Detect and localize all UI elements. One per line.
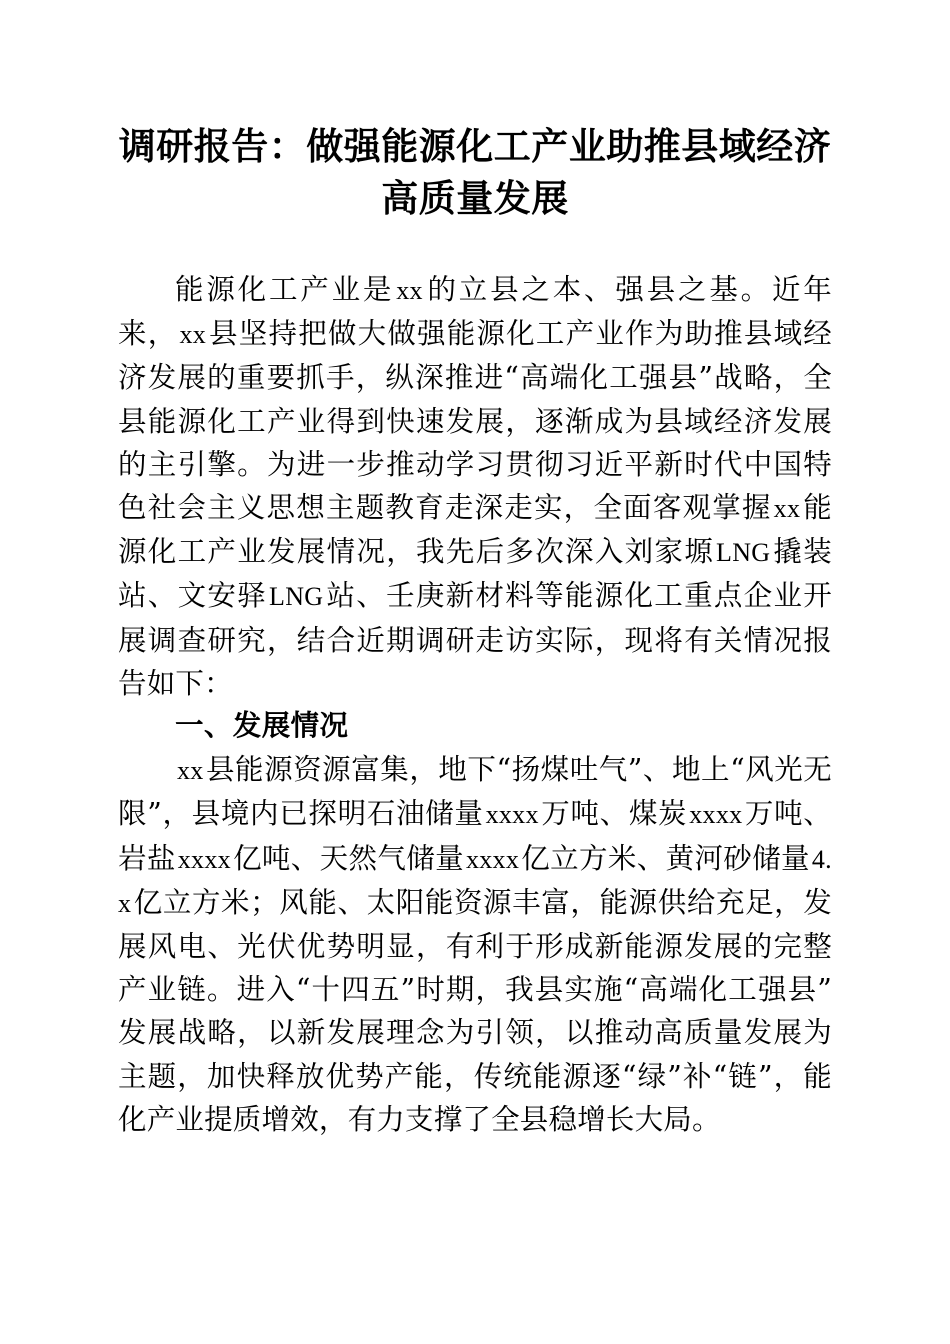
section-heading-development-situation: 一、发展情况 — [175, 710, 349, 743]
latin-run: LNG — [716, 538, 771, 568]
body-paragraph-1: 能源化工产业是xx的立县之本、强县之基。近年来，xx县坚持把做大做强能源化工产业作为助推县域经济发展的重要抓手，纵深推进“高端化工强县”战略，全县能源化工产业得到快速发展，逐渐成为县域经济发展的主引擎。为进一步推动学习贯彻习近平新时代中国特色社会主义思想主题教育走深走实，全面客观掌握xx能源化工产业发展情况，我先后多次深入刘家塬LNG撬装站、文安驿LNG站、壬庚新材料等能源化工重点企业开展调查研究，结合近期调研走访实际，现将有关情况报告如下： — [118, 273, 833, 700]
latin-run: xxxx — [177, 844, 231, 874]
page-title: 调研报告：做强能源化工产业助推县域经济高质量发展 — [118, 127, 832, 220]
latin-run: xxxx — [485, 800, 539, 830]
latin-run: xx — [773, 494, 801, 524]
latin-run: xxxx — [689, 800, 743, 830]
latin-run: xx — [396, 276, 423, 305]
body-paragraph-2: xx县能源资源富集，地下“扬煤吐气”、地上“风光无限”，县境内已探明石油储量xxxx万吨、煤炭xxxx万吨、岩盐xxxx亿吨、天然气储量xxxx亿立方米、黄河砂储量4.x亿立方米；风能、太阳能资源丰富，能源供给充足，发展风电、光伏优势明显，有利于形成新能源发展的完整产业链。进入“十四五”时期，我县实施“高端化工强县”发展战略，以新发展理念为引领，以推动高质量发展为主题，加快释放优势产能，传统能源逐“绿”补“链”，能化产业提质增效，有力支撑了全县稳增长大局。 — [118, 753, 832, 1136]
latin-run: xxxx — [465, 844, 520, 874]
document-content — [118, 0, 832, 1141]
latin-run: LNG — [269, 582, 324, 612]
latin-run: xx — [177, 756, 204, 786]
latin-run: 4.x — [118, 844, 832, 918]
latin-run: xx — [179, 320, 207, 350]
